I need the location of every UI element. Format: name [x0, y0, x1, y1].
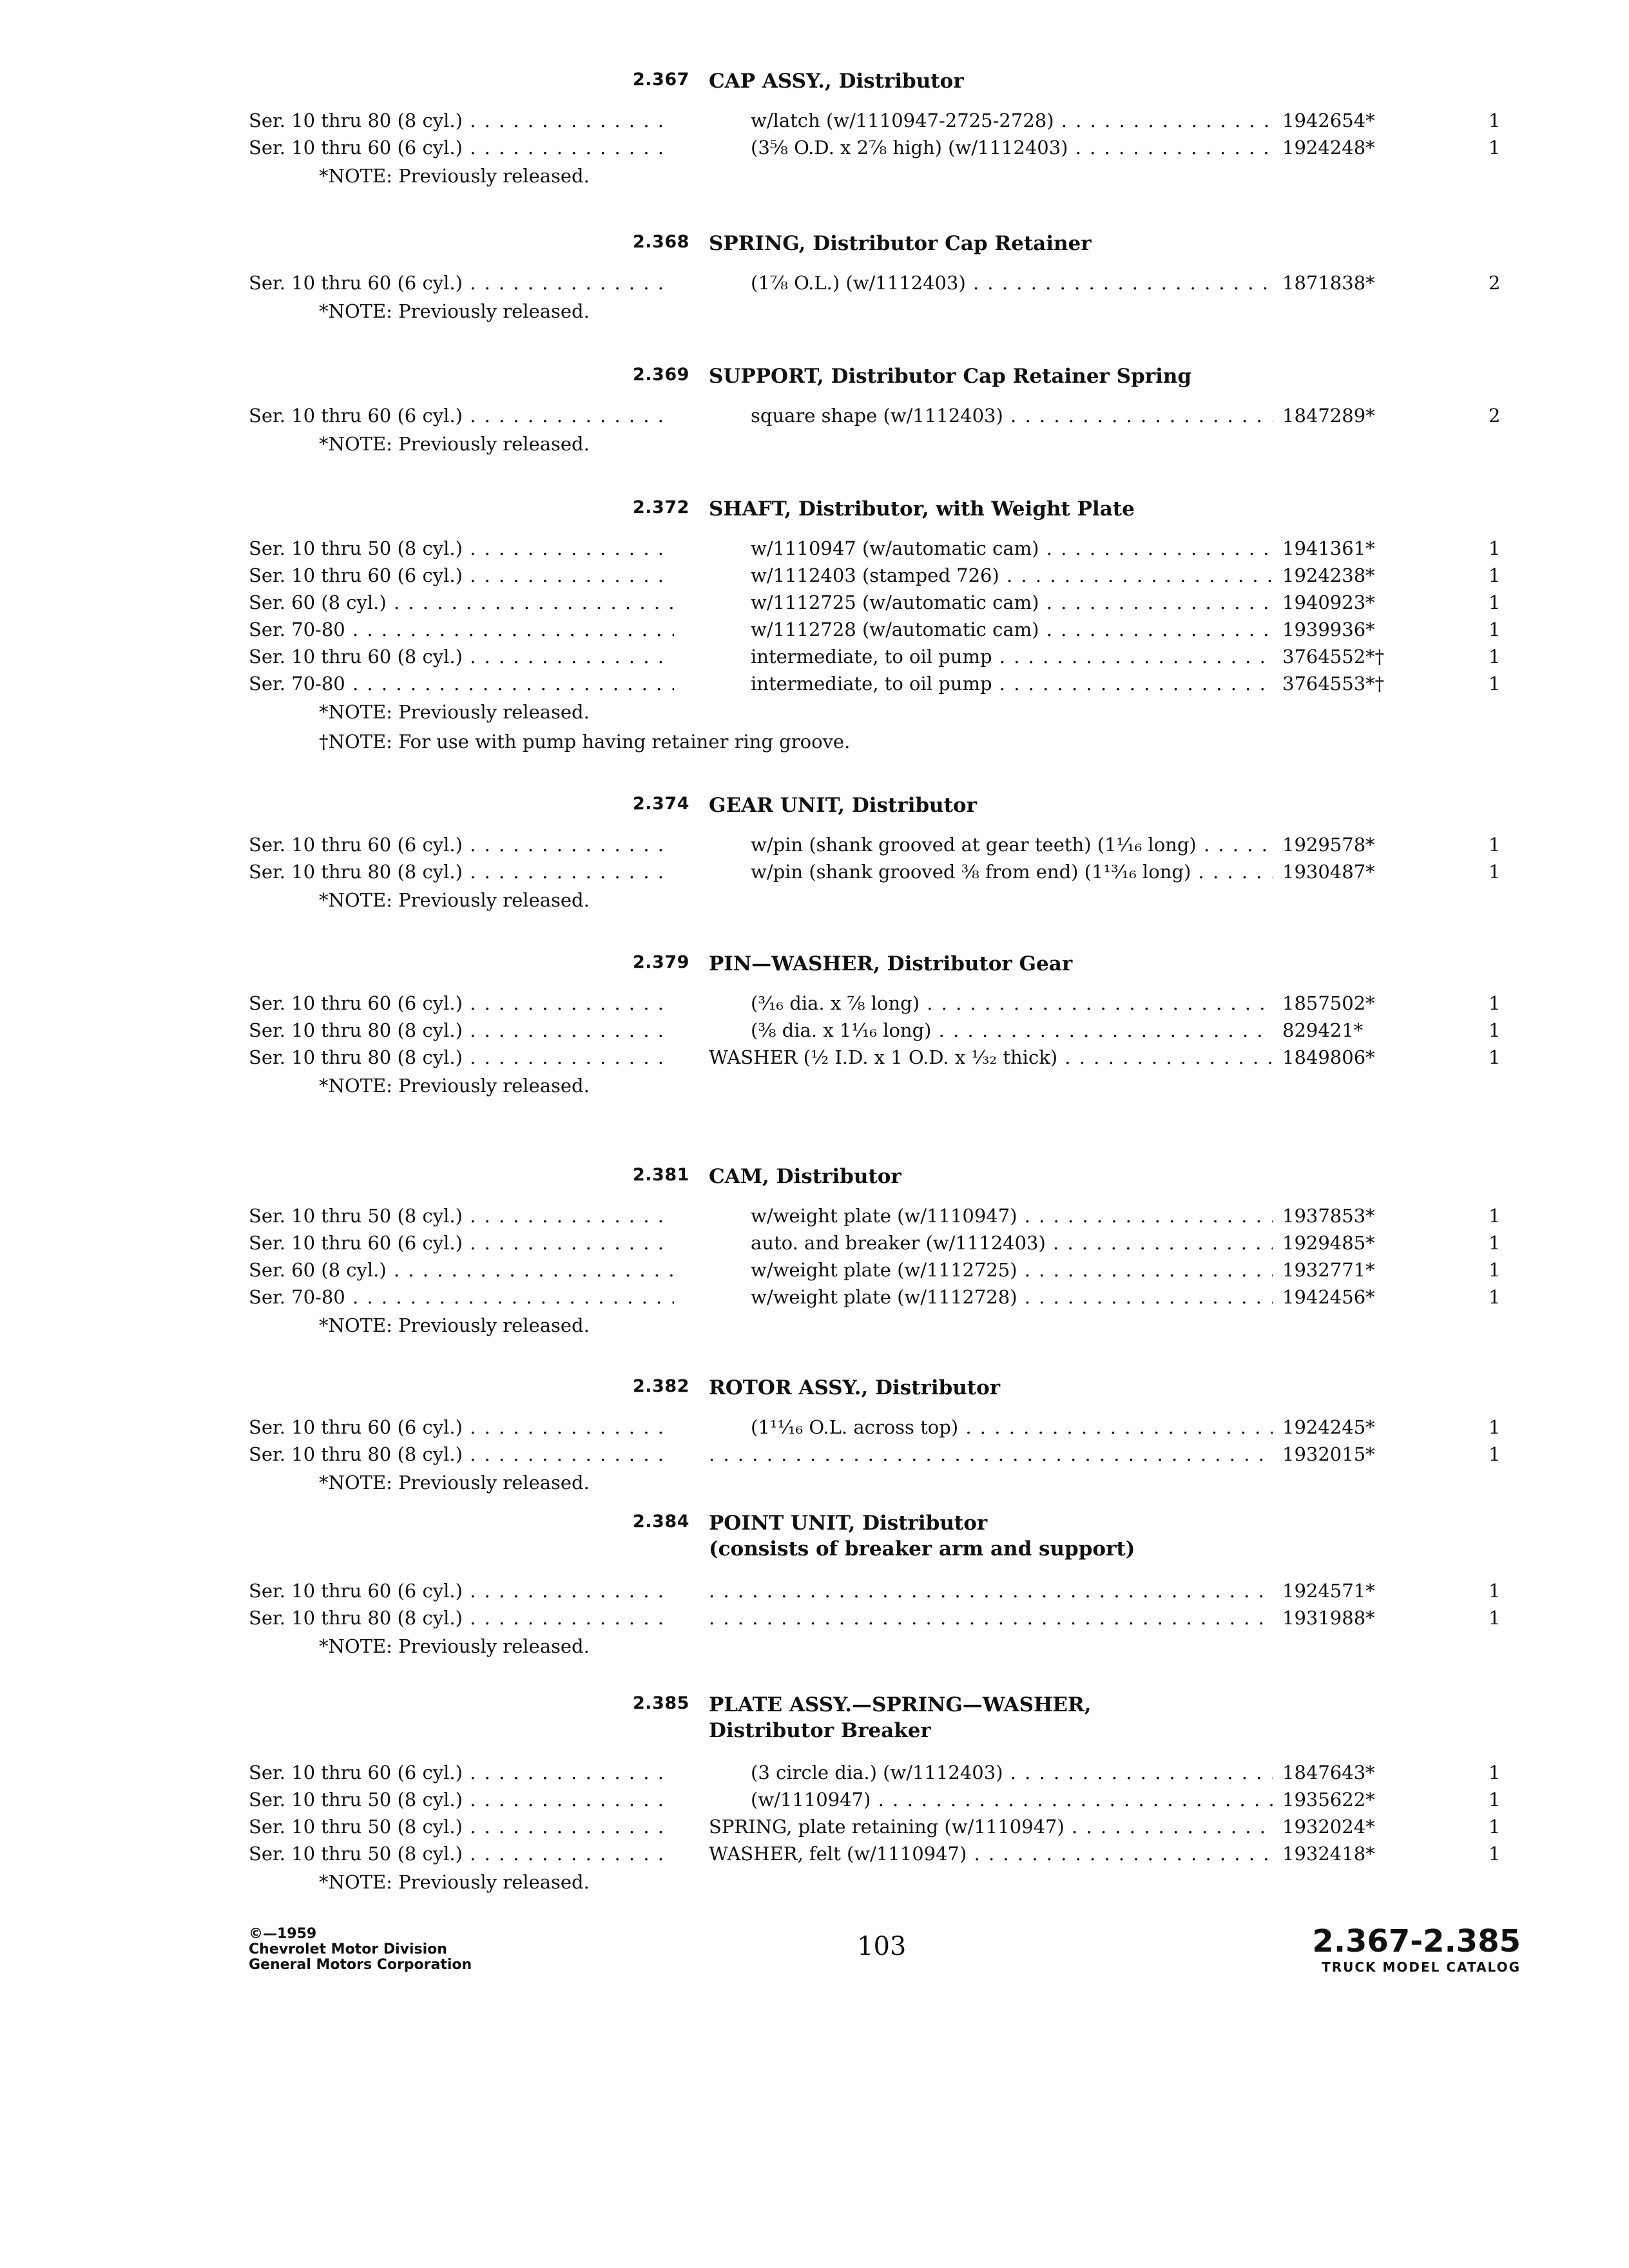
part-number: 1930487* — [1282, 858, 1375, 885]
quantity: 1 — [1489, 1789, 1501, 1811]
part-row — [0, 1256, 1629, 1283]
part-row — [0, 1044, 1629, 1071]
company-line-2: General Motors Corporation — [249, 1957, 472, 1973]
parts-list — [0, 402, 1629, 429]
part-number: 1942654* — [1282, 107, 1375, 134]
section-title-block — [709, 231, 1092, 256]
quantity: 1 — [1489, 861, 1501, 883]
part-row — [0, 1786, 1629, 1813]
footer-publisher — [249, 1927, 472, 1973]
part-number: 1871838* — [1282, 269, 1375, 296]
description-cell: w/pin (shank grooved at gear teeth) (1¹⁄₁₆ long) . . . — [751, 831, 1273, 858]
description-cell: intermediate, to oil pump . . . — [751, 670, 1273, 697]
section-heading — [0, 794, 1629, 822]
series-cell: Ser. 10 thru 80 (8 cyl.) . . . — [249, 1044, 674, 1071]
section-number: 2.367 — [633, 70, 689, 90]
series-cell: Ser. 10 thru 50 (8 cyl.) . . . — [249, 1813, 674, 1840]
section-title-block — [709, 496, 1135, 522]
part-number: 3764553*† — [1282, 670, 1384, 697]
description-cell — [709, 1441, 1273, 1468]
section-title-block — [709, 1164, 901, 1189]
footer-catalog-info — [1312, 1923, 1521, 1975]
section-title-block — [709, 68, 964, 94]
section-subtitle: (consists of breaker arm and support) — [709, 1537, 1135, 1561]
parts-list — [0, 990, 1629, 1071]
description-cell: w/1110947 (w/automatic cam) . . . — [751, 535, 1273, 562]
description-cell: w/weight plate (w/1112725) . . . — [751, 1256, 1273, 1283]
description-cell — [709, 1577, 1273, 1604]
description-cell: (1⅞ O.L.) (w/1112403) . . . — [751, 269, 1273, 296]
section-number: 2.379 — [633, 952, 689, 972]
section-title-block — [709, 1375, 1000, 1401]
section-heading — [0, 497, 1629, 526]
description-cell: (³⁄₁₆ dia. x ⅞ long) . . . — [751, 990, 1273, 1017]
part-row — [0, 670, 1629, 697]
quantity: 1 — [1489, 1232, 1501, 1254]
series-cell: Ser. 10 thru 60 (6 cyl.) . . . — [249, 1229, 674, 1256]
quantity: 1 — [1489, 1205, 1501, 1227]
description-cell: w/latch (w/1110947-2725-2728) . . . — [751, 107, 1273, 134]
section-number: 2.382 — [633, 1376, 689, 1396]
quantity: 1 — [1489, 1443, 1501, 1465]
part-number: 1932418* — [1282, 1840, 1375, 1867]
description-cell: (3 circle dia.) (w/1112403) . . . — [751, 1759, 1273, 1786]
quantity: 1 — [1489, 110, 1501, 131]
part-row — [0, 858, 1629, 885]
section-title: CAM, Distributor — [709, 1165, 901, 1188]
description-cell: auto. and breaker (w/1112403) . . . — [751, 1229, 1273, 1256]
quantity: 1 — [1489, 1843, 1501, 1865]
section-heading — [0, 232, 1629, 260]
catalog-section — [0, 1376, 1629, 1497]
description-cell: w/1112728 (w/automatic cam) . . . — [751, 616, 1273, 643]
series-cell: Ser. 10 thru 60 (6 cyl.) . . . — [249, 134, 674, 161]
quantity: 1 — [1489, 1286, 1501, 1308]
part-row — [0, 1017, 1629, 1044]
series-cell: Ser. 10 thru 50 (8 cyl.) . . . — [249, 1786, 674, 1813]
section-title: SPRING, Distributor Cap Retainer — [709, 232, 1092, 255]
section-title: PIN—WASHER, Distributor Gear — [709, 952, 1073, 975]
catalog-section — [0, 952, 1629, 1100]
part-row — [0, 1759, 1629, 1786]
section-heading — [0, 70, 1629, 98]
series-cell: Ser. 10 thru 80 (8 cyl.) . . . — [249, 1604, 674, 1631]
section-title-block — [709, 951, 1072, 977]
section-number: 2.374 — [633, 794, 689, 814]
section-note: *NOTE: Previously released. — [319, 165, 590, 187]
part-number: 1940923* — [1282, 589, 1375, 616]
series-cell: Ser. 10 thru 60 (6 cyl.) . . . — [249, 1414, 674, 1441]
section-number: 2.368 — [633, 232, 689, 252]
quantity: 1 — [1489, 564, 1501, 586]
series-cell: Ser. 10 thru 60 (8 cyl.) . . . — [249, 643, 674, 670]
quantity: 1 — [1489, 619, 1501, 640]
part-number: 1924238* — [1282, 562, 1375, 589]
section-title: POINT UNIT, Distributor — [709, 1512, 988, 1535]
part-number: 1849806* — [1282, 1044, 1375, 1071]
section-note: *NOTE: Previously released. — [319, 300, 590, 322]
part-number: 1924571* — [1282, 1577, 1375, 1604]
parts-list — [0, 1202, 1629, 1311]
catalog-name: TRUCK MODEL CATALOG — [1322, 1959, 1521, 1975]
part-number: 1924248* — [1282, 134, 1375, 161]
part-row — [0, 1577, 1629, 1604]
section-range: 2.367-2.385 — [1312, 1923, 1521, 1959]
parts-list — [0, 831, 1629, 885]
part-row — [0, 616, 1629, 643]
section-number: 2.385 — [633, 1693, 689, 1713]
part-number: 1929485* — [1282, 1229, 1375, 1256]
series-cell: Ser. 10 thru 50 (8 cyl.) . . . — [249, 1840, 674, 1867]
section-heading — [0, 365, 1629, 393]
catalog-section — [0, 1693, 1629, 1897]
section-note: *NOTE: Previously released. — [319, 1075, 590, 1097]
description-cell: w/pin (shank grooved ⅜ from end) (1¹³⁄₁₆ long) . . . — [751, 858, 1273, 885]
section-subtitle: Distributor Breaker — [709, 1719, 931, 1742]
description-cell: square shape (w/1112403) . . . — [751, 402, 1273, 429]
section-note: *NOTE: Previously released. — [319, 701, 590, 723]
quantity: 1 — [1489, 1580, 1501, 1602]
series-cell: Ser. 10 thru 80 (8 cyl.) . . . — [249, 858, 674, 885]
part-number: 1939936* — [1282, 616, 1375, 643]
part-row — [0, 1813, 1629, 1840]
parts-list — [0, 535, 1629, 697]
section-title-block — [709, 1692, 1092, 1744]
part-number: 3764552*† — [1282, 643, 1384, 670]
part-number: 1931988* — [1282, 1604, 1375, 1631]
series-cell: Ser. 10 thru 50 (8 cyl.) . . . — [249, 535, 674, 562]
section-title: ROTOR ASSY., Distributor — [709, 1376, 1001, 1399]
section-title: SHAFT, Distributor, with Weight Plate — [709, 497, 1135, 521]
catalog-section — [0, 70, 1629, 191]
quantity: 1 — [1489, 1019, 1501, 1041]
description-cell: WASHER, felt (w/1110947) . . . — [709, 1840, 1273, 1867]
section-heading — [0, 952, 1629, 981]
part-number: 1929578* — [1282, 831, 1375, 858]
catalog-section — [0, 1512, 1629, 1661]
part-row — [0, 1840, 1629, 1867]
description-cell: (3⅝ O.D. x 2⅞ high) (w/1112403) . . . — [751, 134, 1273, 161]
catalog-section — [0, 365, 1629, 459]
part-number: 1935622* — [1282, 1786, 1375, 1813]
company-line-1: Chevrolet Motor Division — [249, 1941, 447, 1957]
series-cell: Ser. 10 thru 60 (6 cyl.) . . . — [249, 402, 674, 429]
series-cell: Ser. 10 thru 60 (6 cyl.) . . . — [249, 990, 674, 1017]
series-cell: Ser. 10 thru 80 (8 cyl.) . . . — [249, 107, 674, 134]
parts-list — [0, 1414, 1629, 1468]
quantity: 1 — [1489, 591, 1501, 613]
part-row — [0, 643, 1629, 670]
section-note: *NOTE: Previously released. — [319, 433, 590, 455]
part-row — [0, 1283, 1629, 1311]
section-heading — [0, 1376, 1629, 1405]
part-row — [0, 589, 1629, 616]
catalog-section — [0, 1165, 1629, 1340]
catalog-section — [0, 232, 1629, 326]
quantity: 2 — [1489, 405, 1501, 427]
part-number: 1924245* — [1282, 1414, 1375, 1441]
section-number: 2.372 — [633, 497, 689, 517]
series-cell: Ser. 60 (8 cyl.) . . . — [249, 1256, 674, 1283]
section-title: CAP ASSY., Distributor — [709, 70, 964, 93]
series-cell: Ser. 70-80 . . . — [249, 1283, 674, 1311]
section-note: *NOTE: Previously released. — [319, 1314, 590, 1336]
series-cell: Ser. 10 thru 60 (6 cyl.) . . . — [249, 562, 674, 589]
series-cell: Ser. 60 (8 cyl.) . . . — [249, 589, 674, 616]
section-number: 2.384 — [633, 1512, 689, 1532]
section-title-block — [709, 1510, 1135, 1562]
part-row — [0, 535, 1629, 562]
part-number: 1941361* — [1282, 535, 1375, 562]
series-cell: Ser. 10 thru 80 (8 cyl.) . . . — [249, 1441, 674, 1468]
description-cell — [709, 1604, 1273, 1631]
parts-list — [0, 269, 1629, 296]
description-cell: WASHER (½ I.D. x 1 O.D. x ¹⁄₃₂ thick) . . . — [709, 1044, 1273, 1071]
quantity: 1 — [1489, 673, 1501, 695]
section-title: SUPPORT, Distributor Cap Retainer Spring — [709, 365, 1192, 388]
description-cell: w/1112403 (stamped 726) . . . — [751, 562, 1273, 589]
part-number: 1847289* — [1282, 402, 1375, 429]
part-row — [0, 1604, 1629, 1631]
series-cell: Ser. 10 thru 60 (6 cyl.) . . . — [249, 269, 674, 296]
section-note: *NOTE: Previously released. — [319, 1472, 590, 1494]
series-cell: Ser. 10 thru 50 (8 cyl.) . . . — [249, 1202, 674, 1229]
section-title: GEAR UNIT, Distributor — [709, 794, 977, 817]
part-number: 1932024* — [1282, 1813, 1375, 1840]
series-cell: Ser. 70-80 . . . — [249, 670, 674, 697]
part-number: 1932015* — [1282, 1441, 1375, 1468]
part-number: 1847643* — [1282, 1759, 1375, 1786]
parts-list — [0, 107, 1629, 161]
quantity: 1 — [1489, 1607, 1501, 1629]
description-cell: (1¹¹⁄₁₆ O.L. across top) . . . — [751, 1414, 1273, 1441]
parts-list — [0, 1759, 1629, 1867]
section-title-block — [709, 363, 1191, 389]
quantity: 1 — [1489, 1416, 1501, 1438]
part-number: 1932771* — [1282, 1256, 1375, 1283]
part-row — [0, 107, 1629, 134]
series-cell: Ser. 10 thru 60 (6 cyl.) . . . — [249, 1577, 674, 1604]
part-row — [0, 402, 1629, 429]
quantity: 1 — [1489, 1259, 1501, 1281]
quantity: 1 — [1489, 1762, 1501, 1783]
quantity: 1 — [1489, 1816, 1501, 1838]
copyright-line: ©—1959 — [249, 1926, 317, 1942]
description-cell: intermediate, to oil pump . . . — [751, 643, 1273, 670]
section-note: *NOTE: Previously released. — [319, 1635, 590, 1657]
part-row — [0, 1441, 1629, 1468]
page-number: 103 — [857, 1932, 907, 1961]
series-cell: Ser. 70-80 . . . — [249, 616, 674, 643]
section-title: PLATE ASSY.—SPRING—WASHER, — [709, 1693, 1092, 1716]
series-cell: Ser. 10 thru 80 (8 cyl.) . . . — [249, 1017, 674, 1044]
section-number: 2.381 — [633, 1165, 689, 1185]
description-cell: SPRING, plate retaining (w/1110947) . . . — [709, 1813, 1273, 1840]
section-heading — [0, 1693, 1629, 1750]
description-cell: w/weight plate (w/1112728) . . . — [751, 1283, 1273, 1311]
parts-list — [0, 1577, 1629, 1631]
section-heading — [0, 1165, 1629, 1193]
quantity: 1 — [1489, 646, 1501, 668]
description-cell: w/1112725 (w/automatic cam) . . . — [751, 589, 1273, 616]
series-cell: Ser. 10 thru 60 (6 cyl.) . . . — [249, 1759, 674, 1786]
part-row — [0, 990, 1629, 1017]
section-number: 2.369 — [633, 365, 689, 385]
part-number: 829421* — [1282, 1017, 1363, 1044]
part-row — [0, 134, 1629, 161]
section-note: †NOTE: For use with pump having retainer ring groove. — [319, 731, 851, 753]
series-cell: Ser. 10 thru 60 (6 cyl.) . . . — [249, 831, 674, 858]
quantity: 1 — [1489, 992, 1501, 1014]
quantity: 1 — [1489, 834, 1501, 856]
quantity: 2 — [1489, 272, 1501, 294]
section-note: *NOTE: Previously released. — [319, 889, 590, 911]
part-row — [0, 831, 1629, 858]
part-row — [0, 1414, 1629, 1441]
section-title-block — [709, 793, 977, 818]
part-number: 1937853* — [1282, 1202, 1375, 1229]
part-row — [0, 1229, 1629, 1256]
catalog-section — [0, 794, 1629, 915]
section-heading — [0, 1512, 1629, 1568]
quantity: 1 — [1489, 1046, 1501, 1068]
quantity: 1 — [1489, 137, 1501, 159]
catalog-section — [0, 497, 1629, 756]
quantity: 1 — [1489, 537, 1501, 559]
part-number: 1942456* — [1282, 1283, 1375, 1311]
section-note: *NOTE: Previously released. — [319, 1871, 590, 1893]
part-number: 1857502* — [1282, 990, 1375, 1017]
part-row — [0, 1202, 1629, 1229]
part-row — [0, 269, 1629, 296]
part-row — [0, 562, 1629, 589]
description-cell: (⅜ dia. x 1¹⁄₁₆ long) . . . — [751, 1017, 1273, 1044]
description-cell: (w/1110947) . . . — [751, 1786, 1273, 1813]
description-cell: w/weight plate (w/1110947) . . . — [751, 1202, 1273, 1229]
